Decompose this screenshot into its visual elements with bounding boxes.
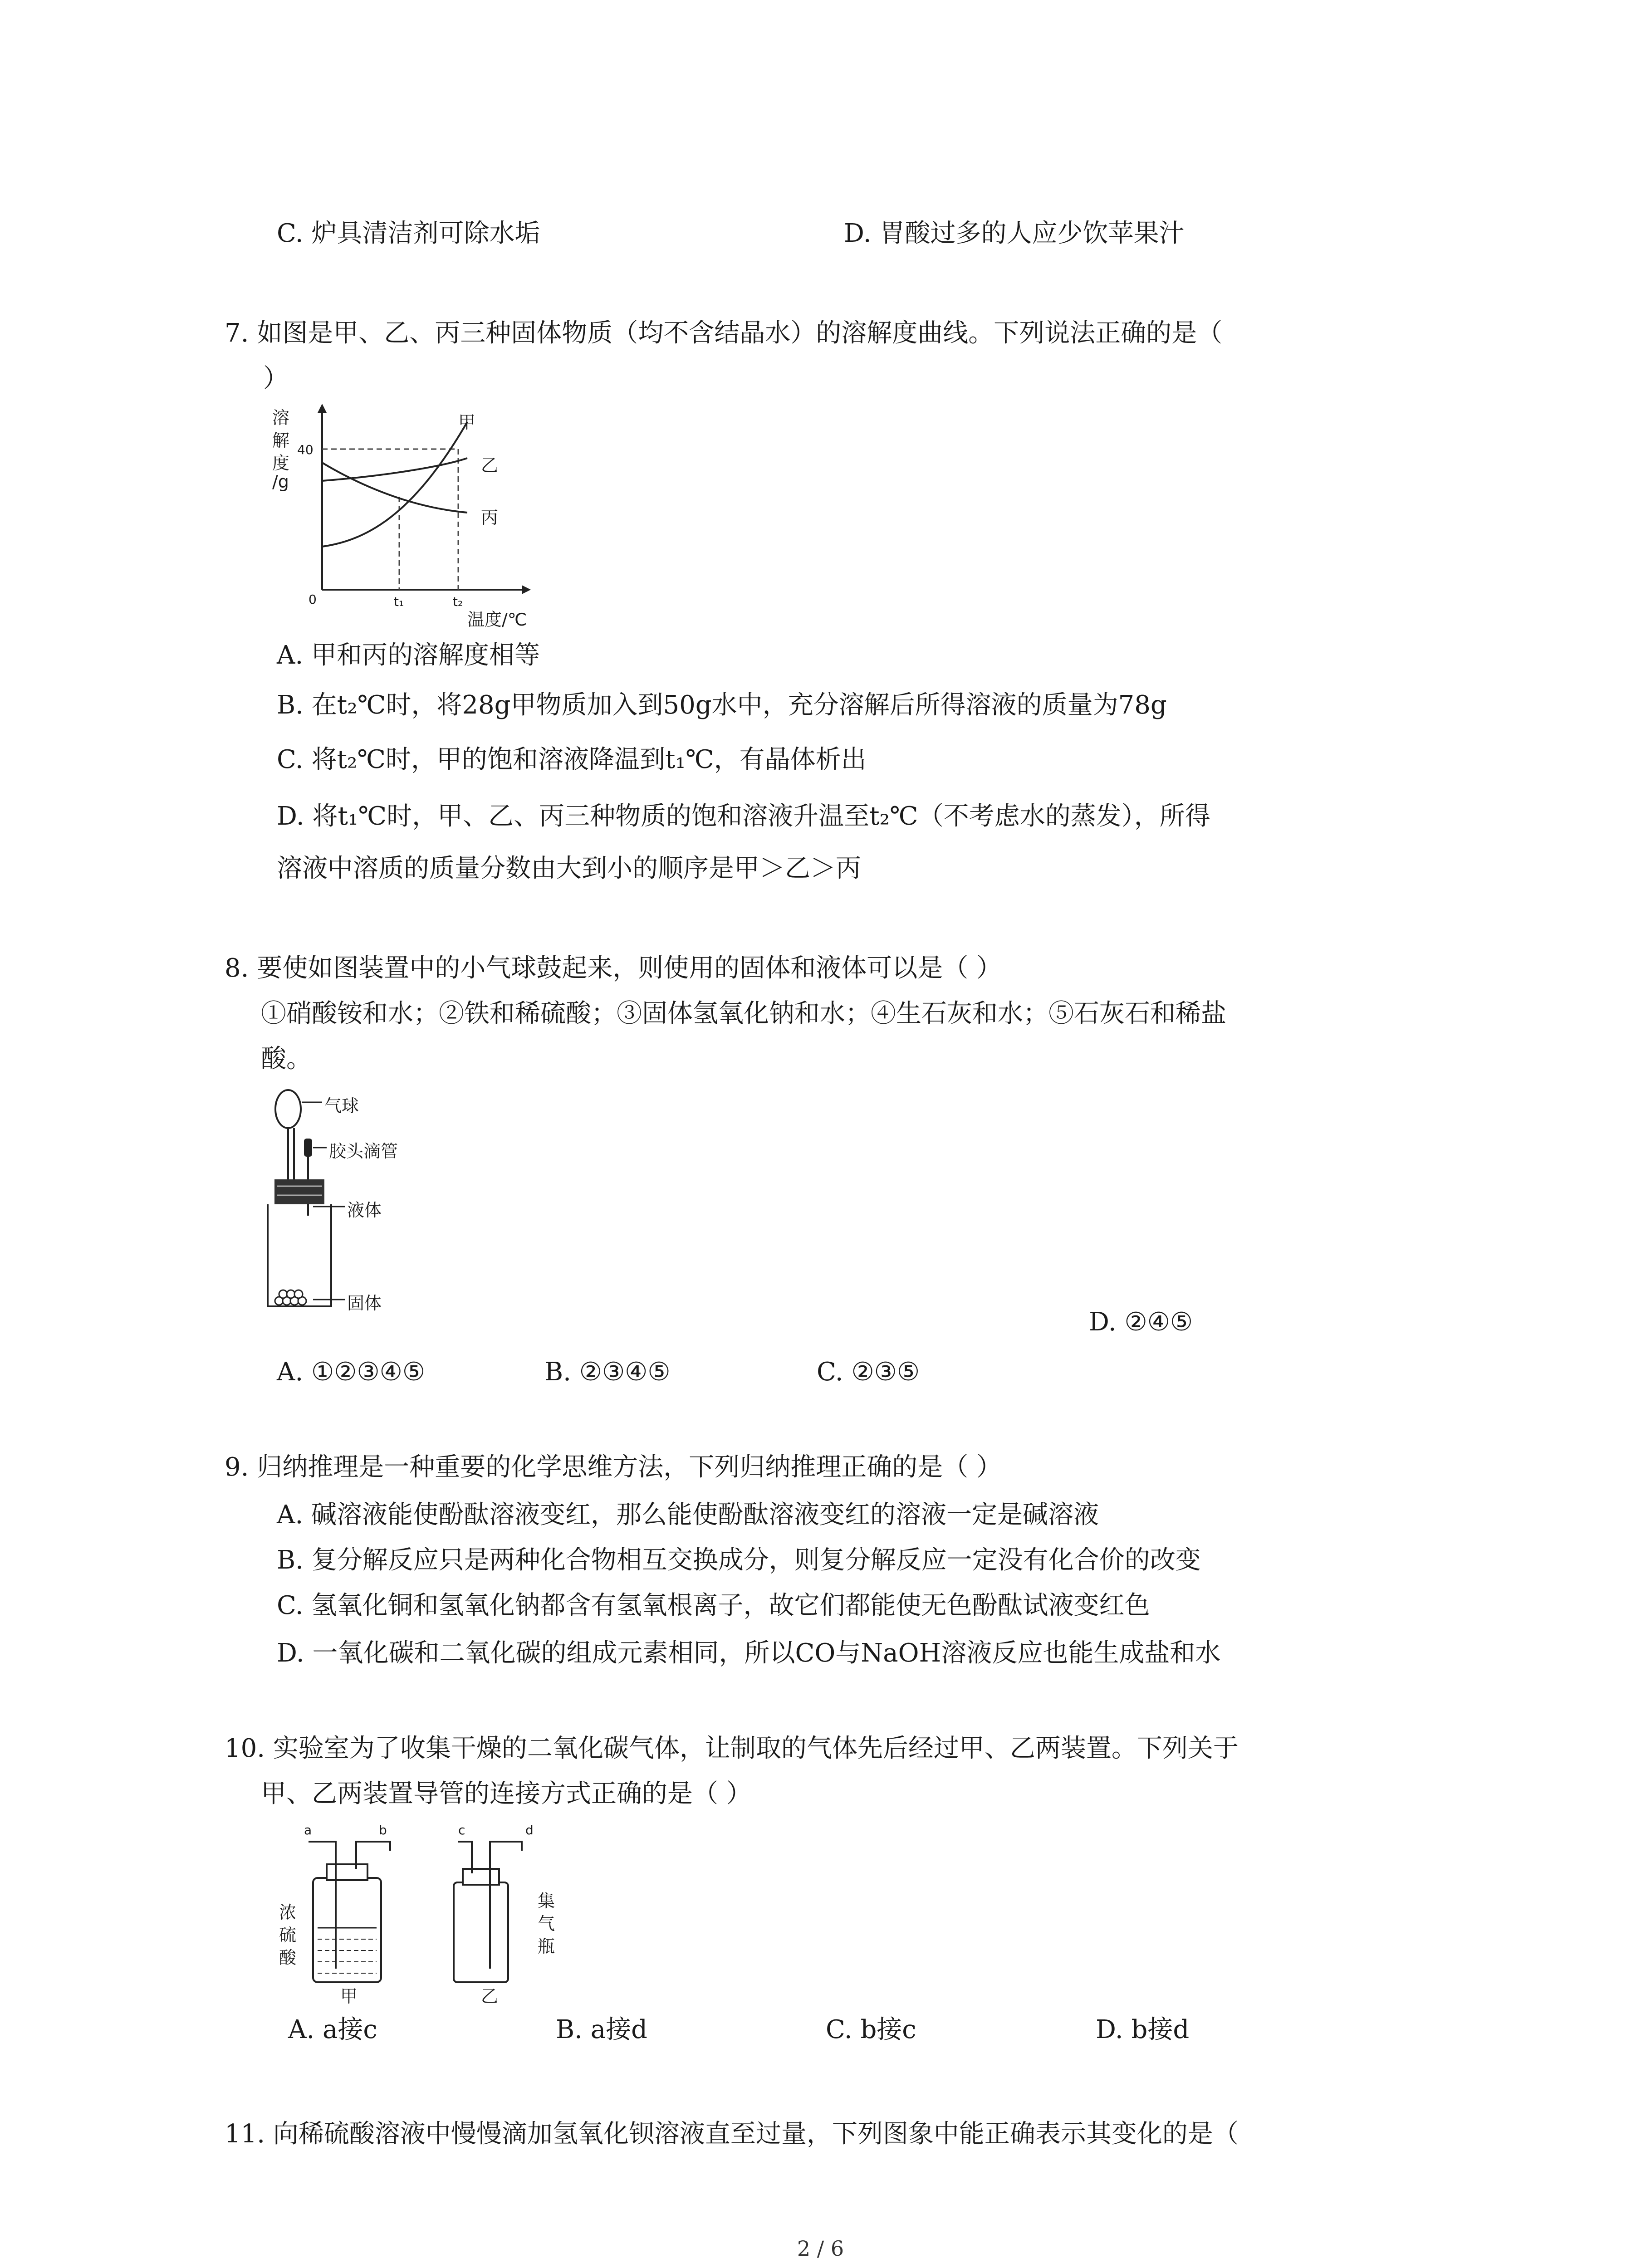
curve-jia [322, 422, 467, 547]
curve-bing [322, 463, 467, 513]
q10-acid-label-2: 硫 [279, 1925, 297, 1945]
q10-port-d: d [525, 1823, 534, 1838]
q7-ylabel-1: 溶 [272, 408, 290, 428]
q10-stem-line2: 甲、乙两装置导管的连接方式正确的是（ ） [261, 1779, 752, 1809]
q11-stem: 11. 向稀硫酸溶液中慢慢滴加氢氧化钡溶液直至过量，下列图象中能正确表示其变化的是（ [225, 2119, 1239, 2149]
q7-ylabel-3: 度 [272, 453, 290, 473]
q9-option-c: C. 氢氧化铜和氢氧化钠都含有氢氧根离子，故它们都能使无色酚酞试液变红色 [277, 1591, 1150, 1620]
q10-label-jia: 甲 [340, 1986, 358, 2006]
q8-label-dropper: 胶头滴管 [329, 1141, 398, 1161]
q8-label-balloon: 气球 [324, 1096, 359, 1116]
q9-option-a: A. 碱溶液能使酚酞溶液变红，那么能使酚酞溶液变红的溶液一定是碱溶液 [277, 1500, 1099, 1530]
q10-option-b: B. a接d [556, 2015, 647, 2044]
q10-port-b: b [379, 1823, 387, 1838]
q8-option-b: B. ②③④⑤ [544, 1357, 671, 1387]
q9-option-d: D. 一氧化碳和二氧化碳的组成元素相同，所以CO与NaOH溶液反应也能生成盐和水 [277, 1638, 1221, 1668]
q10-port-a: a [304, 1823, 312, 1838]
q10-option-c: C. b接c [826, 2015, 916, 2044]
q8-stem-line1: 8. 要使如图装置中的小气球鼓起来，则使用的固体和液体可以是（ ） [225, 953, 1002, 983]
q7-option-c: C. 将t₂℃时，甲的饱和溶液降温到t₁℃，有晶体析出 [277, 745, 867, 774]
q10-label-yi: 乙 [481, 1986, 499, 2006]
q7-origin: 0 [309, 592, 317, 607]
q10-bottle-label-1: 集 [538, 1891, 555, 1911]
q8-option-d: D. ②④⑤ [1089, 1307, 1193, 1337]
q7-stem-line2: ） [263, 364, 289, 393]
q10-port-c: c [458, 1823, 465, 1838]
q7-option-a: A. 甲和丙的溶解度相等 [277, 640, 540, 670]
q8-label-liquid: 液体 [347, 1200, 382, 1220]
q7-option-b: B. 在t₂℃时，将28g甲物质加入到50g水中，充分溶解后所得溶液的质量为78g [277, 690, 1167, 720]
q7-label-jia: 甲 [458, 412, 476, 432]
q10-acid-label-3: 酸 [279, 1948, 297, 1968]
q7-xtick-t2: t₂ [453, 594, 463, 609]
q7-option-d-line1: D. 将t₁℃时，甲、乙、丙三种物质的饱和溶液升温至t₂℃（不考虑水的蒸发），所得 [277, 802, 1210, 831]
curve-yi [322, 458, 467, 481]
q10-bottle-label-2: 气 [538, 1914, 555, 1934]
q9-option-b: B. 复分解反应只是两种化合物相互交换成分，则复分解反应一定没有化合价的改变 [277, 1545, 1201, 1575]
q7-option-d-line2: 溶液中溶质的质量分数由大到小的顺序是甲＞乙＞丙 [277, 854, 861, 883]
q7-ylabel-2: 解 [272, 430, 290, 450]
q10-acid-label-1: 浓 [279, 1902, 297, 1922]
q6-option-d: D. 胃酸过多的人应少饮苹果汁 [844, 219, 1185, 248]
q10-option-d: D. b接d [1096, 2015, 1190, 2044]
q9-stem: 9. 归纳推理是一种重要的化学思维方法，下列归纳推理正确的是（ ） [225, 1452, 1002, 1482]
q10-bottle-label-3: 瓶 [538, 1936, 555, 1956]
q7-label-yi: 乙 [481, 455, 499, 475]
q7-xlabel: 温度/℃ [467, 610, 527, 630]
q8-label-solid: 固体 [347, 1293, 382, 1313]
q7-ylabel-4: /g [272, 472, 289, 492]
q7-xtick-t1: t₁ [394, 594, 404, 609]
q8-stem-line2: ①硝酸铵和水；②铁和稀硫酸；③固体氢氧化钠和水；④生石灰和水；⑤石灰石和稀盐 [261, 999, 1226, 1028]
page-number: 2 / 6 [797, 2236, 844, 2261]
q10-option-a: A. a接c [288, 2015, 377, 2044]
q8-option-c: C. ②③⑤ [817, 1357, 920, 1387]
q7-ytick-40: 40 [297, 442, 314, 457]
q8-option-a: A. ①②③④⑤ [277, 1357, 426, 1387]
q10-stem-line1: 10. 实验室为了收集干燥的二氧化碳气体，让制取的气体先后经过甲、乙两装置。下列关于 [225, 1734, 1239, 1763]
q7-stem-line1: 7. 如图是甲、乙、丙三种固体物质（均不含结晶水）的溶解度曲线。下列说法正确的是（ [225, 318, 1223, 348]
q8-stem-line3: 酸。 [261, 1044, 312, 1074]
q7-label-bing: 丙 [481, 508, 499, 528]
q6-option-c: C. 炉具清洁剂可除水垢 [277, 219, 540, 248]
